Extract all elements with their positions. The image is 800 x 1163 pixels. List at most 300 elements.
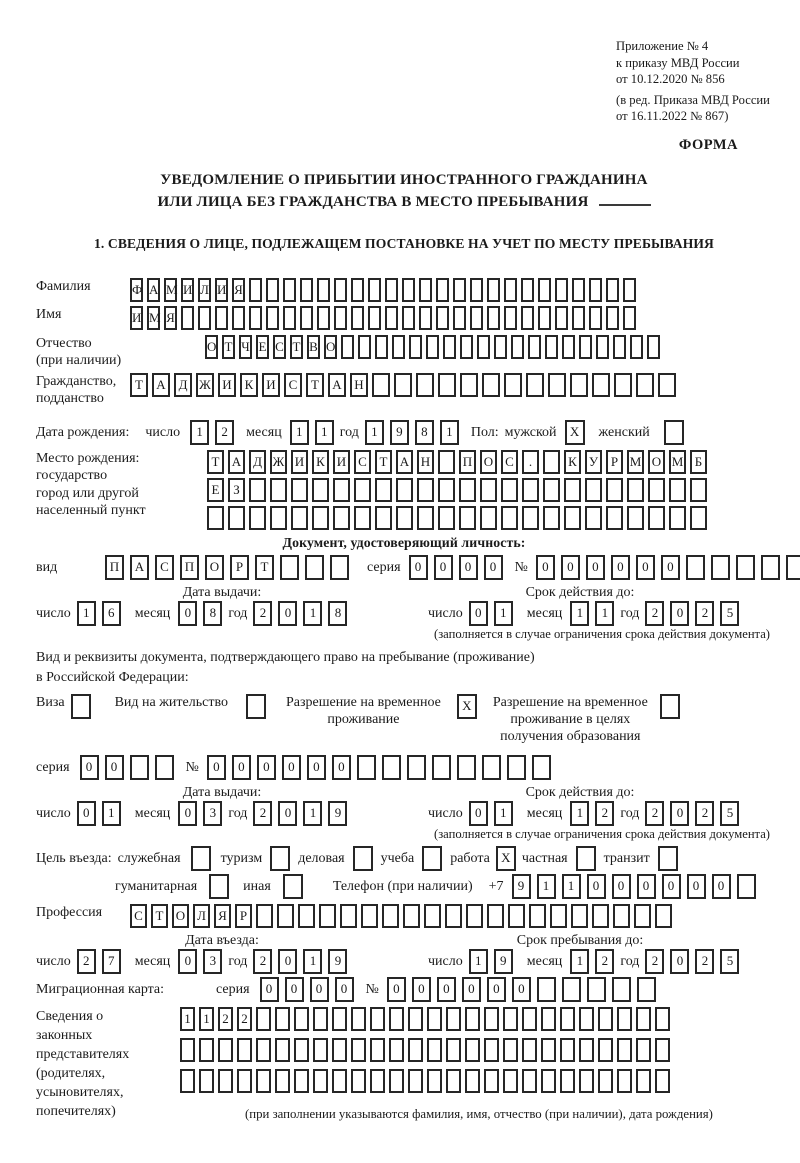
purpose-study-checkbox[interactable] (422, 846, 442, 871)
char-cell[interactable] (209, 874, 229, 899)
char-cell[interactable] (291, 478, 308, 502)
char-cell[interactable] (305, 555, 324, 580)
char-cell[interactable] (351, 306, 364, 330)
char-cell[interactable]: Т (207, 450, 224, 474)
char-cell[interactable] (453, 306, 466, 330)
temp-residence-checkbox[interactable] (457, 694, 477, 719)
char-cell[interactable] (526, 373, 544, 397)
char-cell[interactable] (446, 1069, 461, 1093)
char-cell[interactable] (249, 306, 262, 330)
char-cell[interactable]: 0 (662, 874, 681, 899)
char-cell[interactable] (501, 478, 518, 502)
char-cell[interactable] (460, 335, 473, 359)
char-cell[interactable]: 0 (285, 977, 304, 1002)
char-cell[interactable] (438, 373, 456, 397)
char-cell[interactable] (487, 278, 500, 302)
char-cell[interactable]: 0 (484, 555, 503, 580)
char-cell[interactable] (466, 904, 483, 928)
sex-female-checkbox[interactable] (664, 420, 684, 445)
char-cell[interactable] (613, 904, 630, 928)
char-cell[interactable]: 0 (586, 555, 605, 580)
char-cell[interactable]: 8 (203, 601, 222, 626)
char-cell[interactable] (507, 755, 526, 780)
char-cell[interactable] (427, 1038, 442, 1062)
char-cell[interactable] (283, 874, 303, 899)
char-cell[interactable]: 0 (712, 874, 731, 899)
char-cell[interactable]: У (585, 450, 602, 474)
char-cell[interactable]: 1 (469, 949, 488, 974)
char-cell[interactable] (617, 1069, 632, 1093)
char-cell[interactable]: Т (151, 904, 168, 928)
char-cell[interactable] (333, 506, 350, 530)
char-cell[interactable]: 1 (290, 420, 309, 445)
char-cell[interactable]: М (669, 450, 686, 474)
char-cell[interactable] (382, 755, 401, 780)
char-cell[interactable]: 0 (77, 801, 96, 826)
residence-valid-day-input[interactable] (469, 801, 519, 826)
char-cell[interactable]: 0 (278, 949, 297, 974)
char-cell[interactable]: 0 (257, 755, 276, 780)
char-cell[interactable]: О (172, 904, 189, 928)
char-cell[interactable] (277, 904, 294, 928)
char-cell[interactable] (375, 506, 392, 530)
char-cell[interactable] (664, 420, 684, 445)
char-cell[interactable] (375, 478, 392, 502)
char-cell[interactable]: 1 (303, 801, 322, 826)
char-cell[interactable] (537, 977, 556, 1002)
char-cell[interactable]: X (565, 420, 585, 445)
char-cell[interactable]: 1 (494, 601, 513, 626)
char-cell[interactable] (181, 306, 194, 330)
char-cell[interactable]: X (496, 846, 516, 871)
char-cell[interactable] (334, 306, 347, 330)
char-cell[interactable]: 1 (570, 801, 589, 826)
char-cell[interactable] (417, 506, 434, 530)
purpose-transit-checkbox[interactable] (658, 846, 678, 871)
char-cell[interactable]: 0 (611, 555, 630, 580)
char-cell[interactable] (457, 755, 476, 780)
char-cell[interactable] (529, 904, 546, 928)
char-cell[interactable]: 0 (670, 949, 689, 974)
char-cell[interactable]: 0 (307, 755, 326, 780)
patronymic-input[interactable] (205, 335, 664, 359)
char-cell[interactable] (370, 1038, 385, 1062)
char-cell[interactable] (614, 373, 632, 397)
entry-day-input[interactable] (77, 949, 127, 974)
surname-input[interactable] (130, 278, 640, 302)
char-cell[interactable]: М (164, 278, 177, 302)
char-cell[interactable]: О (205, 555, 224, 580)
char-cell[interactable]: 0 (178, 801, 197, 826)
char-cell[interactable]: 1 (562, 874, 581, 899)
purpose-tourism-checkbox[interactable] (270, 846, 290, 871)
char-cell[interactable]: 2 (237, 1007, 252, 1031)
char-cell[interactable] (501, 506, 518, 530)
visa-checkbox[interactable] (71, 694, 91, 719)
char-cell[interactable] (598, 1069, 613, 1093)
char-cell[interactable] (372, 373, 390, 397)
char-cell[interactable]: 9 (328, 949, 347, 974)
char-cell[interactable] (357, 755, 376, 780)
char-cell[interactable]: 0 (409, 555, 428, 580)
char-cell[interactable] (655, 904, 672, 928)
birth-month-input[interactable] (290, 420, 340, 445)
char-cell[interactable] (351, 1038, 366, 1062)
char-cell[interactable] (711, 555, 730, 580)
birth-day-input[interactable] (190, 420, 240, 445)
char-cell[interactable] (317, 278, 330, 302)
char-cell[interactable] (598, 1007, 613, 1031)
char-cell[interactable]: 2 (215, 420, 234, 445)
char-cell[interactable]: 2 (645, 801, 664, 826)
char-cell[interactable]: 0 (335, 977, 354, 1002)
char-cell[interactable] (585, 506, 602, 530)
char-cell[interactable] (690, 478, 707, 502)
char-cell[interactable]: 1 (537, 874, 556, 899)
char-cell[interactable]: В (307, 335, 320, 359)
char-cell[interactable]: И (130, 306, 143, 330)
stay-month-input[interactable] (570, 949, 620, 974)
char-cell[interactable] (198, 306, 211, 330)
char-cell[interactable] (504, 373, 522, 397)
char-cell[interactable]: 0 (332, 755, 351, 780)
char-cell[interactable] (660, 694, 680, 719)
char-cell[interactable]: 5 (720, 949, 739, 974)
char-cell[interactable] (249, 278, 262, 302)
char-cell[interactable] (655, 1069, 670, 1093)
char-cell[interactable]: 9 (328, 801, 347, 826)
char-cell[interactable] (256, 904, 273, 928)
char-cell[interactable] (370, 1069, 385, 1093)
char-cell[interactable]: С (130, 904, 147, 928)
char-cell[interactable] (417, 478, 434, 502)
char-cell[interactable] (470, 278, 483, 302)
char-cell[interactable]: Я (214, 904, 231, 928)
char-cell[interactable]: 0 (459, 555, 478, 580)
char-cell[interactable] (522, 1038, 537, 1062)
char-cell[interactable] (396, 478, 413, 502)
char-cell[interactable]: Д (249, 450, 266, 474)
char-cell[interactable] (408, 1007, 423, 1031)
char-cell[interactable] (647, 335, 660, 359)
char-cell[interactable] (636, 1069, 651, 1093)
char-cell[interactable]: 0 (487, 977, 506, 1002)
char-cell[interactable] (266, 306, 279, 330)
char-cell[interactable] (341, 335, 354, 359)
char-cell[interactable]: 0 (587, 874, 606, 899)
char-cell[interactable] (560, 1038, 575, 1062)
char-cell[interactable]: 0 (178, 949, 197, 974)
char-cell[interactable]: А (130, 555, 149, 580)
char-cell[interactable]: 0 (434, 555, 453, 580)
char-cell[interactable]: М (627, 450, 644, 474)
entry-year-input[interactable] (253, 949, 353, 974)
stay-day-input[interactable] (469, 949, 519, 974)
char-cell[interactable] (528, 335, 541, 359)
char-cell[interactable] (570, 373, 588, 397)
char-cell[interactable]: 0 (469, 801, 488, 826)
char-cell[interactable]: П (105, 555, 124, 580)
char-cell[interactable] (332, 1007, 347, 1031)
char-cell[interactable] (300, 278, 313, 302)
char-cell[interactable] (354, 478, 371, 502)
char-cell[interactable]: 7 (102, 949, 121, 974)
char-cell[interactable] (389, 1069, 404, 1093)
char-cell[interactable] (180, 1069, 195, 1093)
char-cell[interactable] (503, 1038, 518, 1062)
char-cell[interactable] (375, 335, 388, 359)
char-cell[interactable] (508, 904, 525, 928)
char-cell[interactable] (572, 306, 585, 330)
char-cell[interactable] (786, 555, 800, 580)
char-cell[interactable]: 2 (695, 601, 714, 626)
char-cell[interactable] (340, 904, 357, 928)
char-cell[interactable] (579, 1038, 594, 1062)
doc-valid-year-input[interactable] (645, 601, 745, 626)
char-cell[interactable] (564, 478, 581, 502)
char-cell[interactable]: Р (235, 904, 252, 928)
char-cell[interactable] (300, 306, 313, 330)
char-cell[interactable] (409, 335, 422, 359)
doc-valid-month-input[interactable] (570, 601, 620, 626)
char-cell[interactable]: 0 (462, 977, 481, 1002)
char-cell[interactable]: И (262, 373, 280, 397)
char-cell[interactable]: А (328, 373, 346, 397)
char-cell[interactable]: Ф (130, 278, 143, 302)
char-cell[interactable] (446, 1007, 461, 1031)
char-cell[interactable] (521, 278, 534, 302)
char-cell[interactable] (669, 506, 686, 530)
char-cell[interactable] (585, 478, 602, 502)
char-cell[interactable]: 2 (253, 949, 272, 974)
char-cell[interactable] (294, 1069, 309, 1093)
char-cell[interactable] (427, 1069, 442, 1093)
char-cell[interactable] (648, 478, 665, 502)
char-cell[interactable]: С (284, 373, 302, 397)
char-cell[interactable] (503, 1069, 518, 1093)
char-cell[interactable] (579, 335, 592, 359)
char-cell[interactable]: 1 (570, 601, 589, 626)
char-cell[interactable] (283, 306, 296, 330)
char-cell[interactable]: 0 (469, 601, 488, 626)
char-cell[interactable] (484, 1007, 499, 1031)
char-cell[interactable]: И (215, 278, 228, 302)
citizenship-input[interactable] (130, 373, 680, 397)
char-cell[interactable] (191, 846, 211, 871)
char-cell[interactable]: С (501, 450, 518, 474)
char-cell[interactable] (199, 1069, 214, 1093)
char-cell[interactable] (438, 478, 455, 502)
purpose-private-checkbox[interactable] (576, 846, 596, 871)
char-cell[interactable]: И (218, 373, 236, 397)
char-cell[interactable]: 1 (180, 1007, 195, 1031)
char-cell[interactable]: 1 (199, 1007, 214, 1031)
char-cell[interactable] (627, 478, 644, 502)
profession-input[interactable] (130, 904, 676, 928)
doc-valid-day-input[interactable] (469, 601, 519, 626)
char-cell[interactable] (504, 278, 517, 302)
char-cell[interactable]: З (228, 478, 245, 502)
char-cell[interactable] (555, 278, 568, 302)
char-cell[interactable] (541, 1007, 556, 1031)
char-cell[interactable] (543, 450, 560, 474)
stay-year-input[interactable] (645, 949, 745, 974)
char-cell[interactable]: 2 (218, 1007, 233, 1031)
char-cell[interactable] (275, 1038, 290, 1062)
char-cell[interactable] (543, 478, 560, 502)
char-cell[interactable]: 2 (595, 801, 614, 826)
char-cell[interactable]: 2 (695, 801, 714, 826)
char-cell[interactable] (351, 278, 364, 302)
doc-issue-year-input[interactable] (253, 601, 353, 626)
char-cell[interactable]: 2 (77, 949, 96, 974)
char-cell[interactable] (256, 1069, 271, 1093)
purpose-business-checkbox[interactable] (353, 846, 373, 871)
char-cell[interactable] (368, 306, 381, 330)
education-residence-checkbox[interactable] (660, 694, 680, 719)
given-name-input[interactable] (130, 306, 640, 330)
char-cell[interactable] (408, 1069, 423, 1093)
char-cell[interactable] (389, 1007, 404, 1031)
representatives-input-row1[interactable] (180, 1007, 674, 1031)
char-cell[interactable] (596, 335, 609, 359)
char-cell[interactable] (403, 904, 420, 928)
char-cell[interactable] (636, 1038, 651, 1062)
char-cell[interactable]: Т (222, 335, 235, 359)
char-cell[interactable]: К (564, 450, 581, 474)
char-cell[interactable]: 3 (203, 949, 222, 974)
char-cell[interactable]: 1 (494, 801, 513, 826)
char-cell[interactable]: Ч (239, 335, 252, 359)
birth-place-input-row1[interactable] (207, 450, 711, 474)
char-cell[interactable] (655, 1007, 670, 1031)
char-cell[interactable]: 1 (190, 420, 209, 445)
char-cell[interactable] (480, 506, 497, 530)
char-cell[interactable] (484, 1038, 499, 1062)
char-cell[interactable]: 9 (512, 874, 531, 899)
char-cell[interactable]: Т (306, 373, 324, 397)
char-cell[interactable] (612, 977, 631, 1002)
char-cell[interactable] (312, 478, 329, 502)
char-cell[interactable]: П (180, 555, 199, 580)
char-cell[interactable]: 0 (670, 801, 689, 826)
char-cell[interactable] (416, 373, 434, 397)
char-cell[interactable] (736, 555, 755, 580)
char-cell[interactable] (351, 1007, 366, 1031)
char-cell[interactable] (541, 1038, 556, 1062)
char-cell[interactable] (555, 306, 568, 330)
char-cell[interactable] (655, 1038, 670, 1062)
doc-number-input[interactable] (536, 555, 800, 580)
char-cell[interactable] (494, 335, 507, 359)
birth-year-input[interactable] (365, 420, 465, 445)
char-cell[interactable] (522, 478, 539, 502)
char-cell[interactable]: 0 (232, 755, 251, 780)
char-cell[interactable] (606, 506, 623, 530)
char-cell[interactable] (275, 1007, 290, 1031)
char-cell[interactable] (422, 846, 442, 871)
char-cell[interactable]: К (240, 373, 258, 397)
char-cell[interactable] (686, 555, 705, 580)
char-cell[interactable] (402, 306, 415, 330)
representatives-input-row2[interactable] (180, 1038, 674, 1062)
char-cell[interactable]: Л (193, 904, 210, 928)
char-cell[interactable] (550, 904, 567, 928)
char-cell[interactable] (389, 1038, 404, 1062)
char-cell[interactable]: С (155, 555, 174, 580)
char-cell[interactable] (354, 506, 371, 530)
char-cell[interactable] (606, 306, 619, 330)
char-cell[interactable]: Л (198, 278, 211, 302)
char-cell[interactable] (538, 278, 551, 302)
char-cell[interactable]: X (457, 694, 477, 719)
char-cell[interactable] (465, 1007, 480, 1031)
char-cell[interactable] (623, 278, 636, 302)
char-cell[interactable] (275, 1069, 290, 1093)
char-cell[interactable] (232, 306, 245, 330)
char-cell[interactable]: С (354, 450, 371, 474)
char-cell[interactable]: 1 (365, 420, 384, 445)
char-cell[interactable] (521, 306, 534, 330)
char-cell[interactable]: О (205, 335, 218, 359)
char-cell[interactable]: К (312, 450, 329, 474)
char-cell[interactable] (617, 1038, 632, 1062)
char-cell[interactable] (270, 506, 287, 530)
char-cell[interactable] (587, 977, 606, 1002)
char-cell[interactable]: 1 (102, 801, 121, 826)
char-cell[interactable] (436, 306, 449, 330)
char-cell[interactable] (511, 335, 524, 359)
sex-male-checkbox[interactable] (565, 420, 585, 445)
char-cell[interactable] (634, 904, 651, 928)
char-cell[interactable]: Т (255, 555, 274, 580)
char-cell[interactable]: Р (230, 555, 249, 580)
char-cell[interactable]: А (152, 373, 170, 397)
birth-place-input-row3[interactable] (207, 506, 711, 530)
char-cell[interactable] (432, 755, 451, 780)
char-cell[interactable] (484, 1069, 499, 1093)
char-cell[interactable]: 0 (637, 874, 656, 899)
char-cell[interactable] (522, 1069, 537, 1093)
char-cell[interactable] (560, 1007, 575, 1031)
char-cell[interactable] (465, 1038, 480, 1062)
char-cell[interactable] (298, 904, 315, 928)
char-cell[interactable] (606, 278, 619, 302)
char-cell[interactable]: А (147, 278, 160, 302)
char-cell[interactable] (487, 306, 500, 330)
char-cell[interactable] (658, 373, 676, 397)
char-cell[interactable]: Р (606, 450, 623, 474)
char-cell[interactable]: Б (690, 450, 707, 474)
char-cell[interactable]: 2 (645, 601, 664, 626)
char-cell[interactable] (427, 1007, 442, 1031)
char-cell[interactable] (592, 904, 609, 928)
char-cell[interactable] (482, 755, 501, 780)
char-cell[interactable]: О (648, 450, 665, 474)
char-cell[interactable]: 0 (105, 755, 124, 780)
char-cell[interactable] (637, 977, 656, 1002)
char-cell[interactable]: С (273, 335, 286, 359)
doc-issue-month-input[interactable] (178, 601, 228, 626)
entry-month-input[interactable] (178, 949, 228, 974)
residence-number-input[interactable] (207, 755, 557, 780)
char-cell[interactable]: 0 (661, 555, 680, 580)
char-cell[interactable] (155, 755, 174, 780)
char-cell[interactable] (419, 306, 432, 330)
char-cell[interactable] (218, 1069, 233, 1093)
purpose-work-checkbox[interactable] (496, 846, 516, 871)
char-cell[interactable] (228, 506, 245, 530)
